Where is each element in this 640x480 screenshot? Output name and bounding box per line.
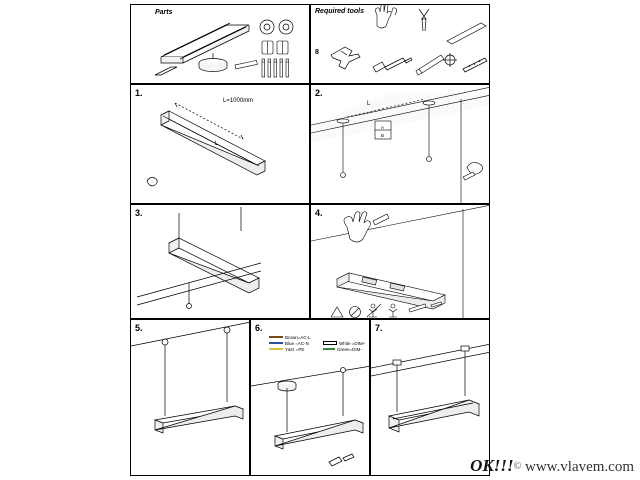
step-3-number: 3. bbox=[135, 208, 143, 218]
panel-step-3 bbox=[130, 204, 310, 319]
step-4-illustration bbox=[311, 205, 490, 319]
watermark-ok: OK!!! bbox=[470, 456, 514, 475]
wire-swatch-brown bbox=[269, 336, 283, 338]
wire-label-blue: Blue =AC-N bbox=[285, 340, 309, 346]
step-3-illustration bbox=[131, 205, 310, 319]
tools-quantity: 8 bbox=[315, 49, 319, 56]
wire-swatch-green bbox=[323, 348, 335, 350]
step-2-illustration bbox=[311, 85, 490, 204]
panel-step-1 bbox=[130, 84, 310, 204]
panel-step-2 bbox=[310, 84, 490, 204]
dimming-legend bbox=[323, 340, 365, 352]
wire-swatch-white bbox=[323, 341, 337, 345]
tools-illustration bbox=[311, 5, 490, 84]
watermark-url: www.vlavem.com bbox=[525, 459, 634, 475]
step-4-number: 4. bbox=[315, 208, 323, 218]
wire-label-white: White =DIM+ bbox=[339, 340, 366, 346]
step-7-illustration bbox=[371, 320, 490, 476]
wire-label-green: Green=DIM- bbox=[337, 346, 362, 352]
warning-icons bbox=[331, 302, 442, 318]
parts-illustration bbox=[131, 5, 310, 84]
wiring-row bbox=[269, 346, 311, 352]
panel-step-6 bbox=[250, 319, 370, 476]
instruction-sheet bbox=[130, 4, 490, 476]
panel-step-5 bbox=[130, 319, 250, 476]
wire-label-yellow-green: Y&G =PE bbox=[285, 346, 305, 352]
dimming-row bbox=[323, 346, 365, 352]
parts-title: Parts bbox=[155, 9, 173, 16]
step-1-number: 1. bbox=[135, 88, 143, 98]
panel-required-tools bbox=[310, 4, 490, 84]
step-6-number: 6. bbox=[255, 323, 263, 333]
step-1-illustration bbox=[131, 85, 310, 204]
watermark bbox=[470, 456, 634, 476]
panel-step-7 bbox=[370, 319, 490, 476]
step-5-number: 5. bbox=[135, 323, 143, 333]
watermark-copyright: © bbox=[513, 461, 522, 472]
step-5-illustration bbox=[131, 320, 250, 476]
step-2-callout-a: A bbox=[381, 125, 385, 130]
step-2-callout-b: B bbox=[381, 133, 385, 138]
panel-parts bbox=[130, 4, 310, 84]
wire-swatch-blue bbox=[269, 342, 283, 344]
step-1-length-label: L=1000mm bbox=[223, 98, 254, 104]
wiring-legend bbox=[269, 334, 311, 352]
wire-swatch-yellow-green bbox=[269, 348, 283, 350]
panel-step-4 bbox=[310, 204, 490, 319]
step-1-dim-label: L bbox=[215, 141, 219, 147]
step-7-number: 7. bbox=[375, 323, 383, 333]
tools-title: Required tools bbox=[315, 8, 365, 15]
step-2-number: 2. bbox=[315, 88, 323, 98]
wire-label-brown: Brown=AC-L bbox=[285, 334, 311, 340]
step-2-dim-label: L bbox=[367, 101, 371, 107]
